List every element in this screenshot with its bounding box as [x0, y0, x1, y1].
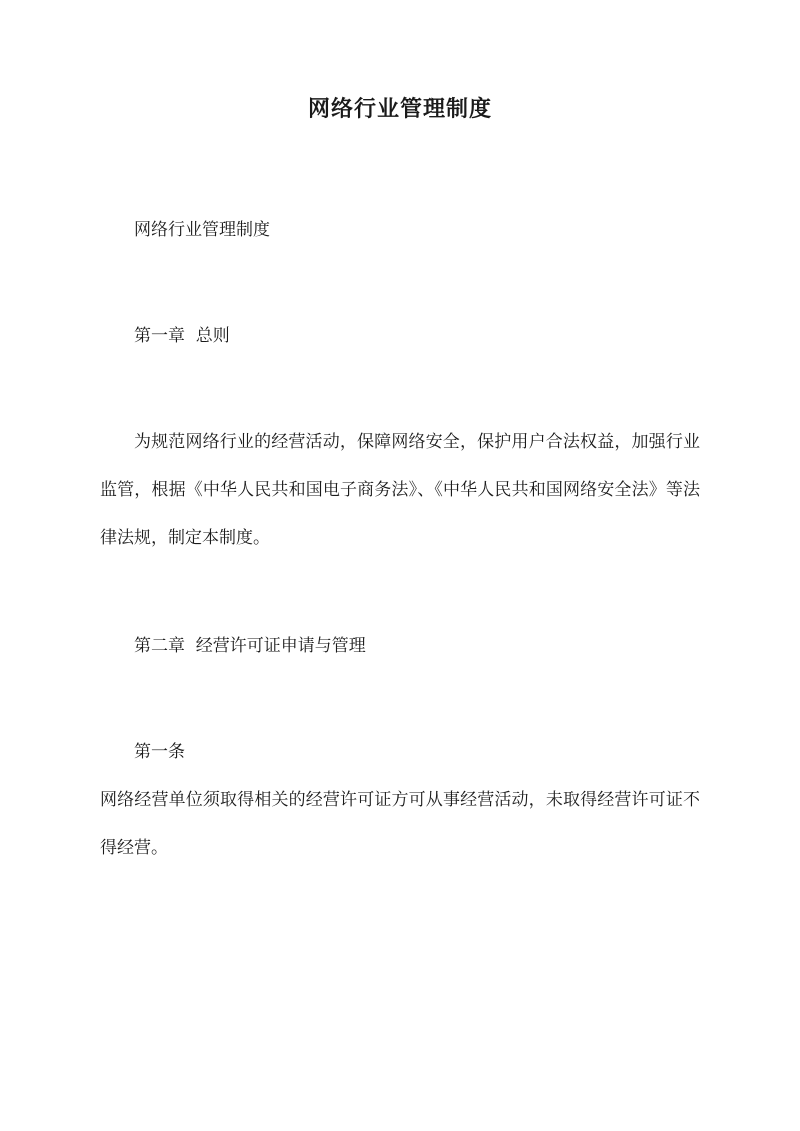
chapter-1-heading: 第一章 总则: [134, 326, 230, 346]
chapter-2-heading: 第二章 经营许可证申请与管理: [134, 636, 366, 656]
article-1-label: 第一条: [134, 742, 185, 762]
article-1-body: 网络经营单位须取得相关的经营许可证方可从事经营活动，未取得经营许可证不得经营。: [100, 790, 700, 858]
document-title: 网络行业管理制度: [307, 96, 492, 122]
chapter-1-body: 为规范网络行业的经营活动，保障网络安全，保护用户合法权益，加强行业监管，根据《中华人民共和国电子商务法》、《中华人民共和国网络安全法》等法律法规，制定本制度。: [100, 432, 700, 548]
document-subtitle: 网络行业管理制度: [134, 220, 270, 240]
